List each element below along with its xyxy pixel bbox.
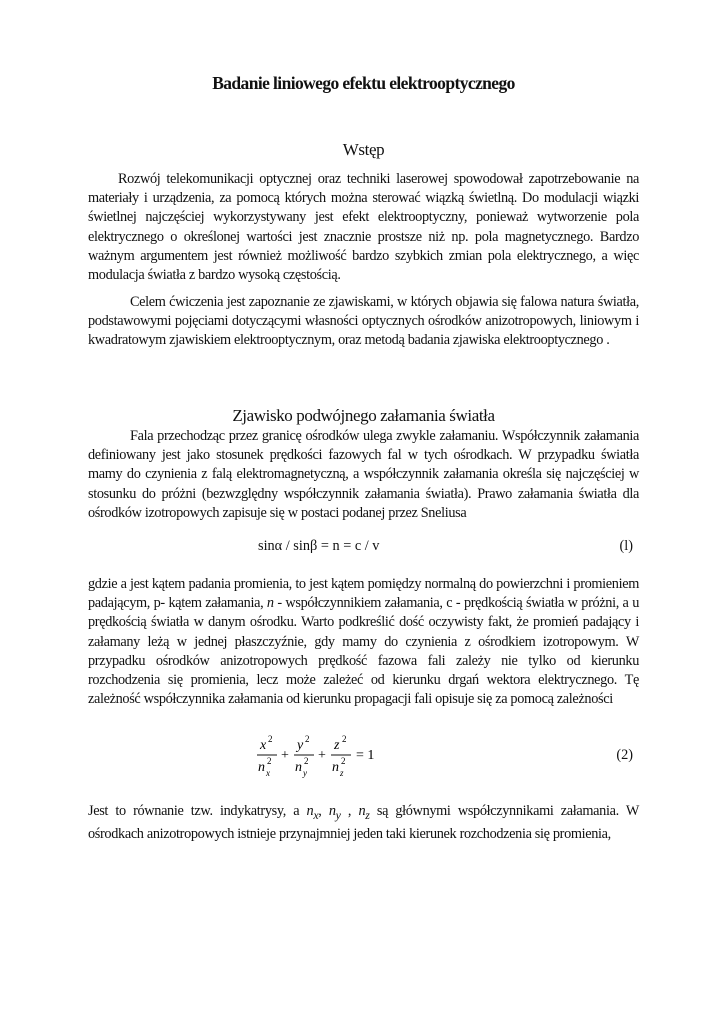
section-heading-wstep: Wstęp	[342, 140, 385, 159]
eq-sq: 2	[304, 756, 309, 766]
equation-snell	[88, 538, 639, 558]
paragraph-text: są głównymi współczynnikami załamania. W ośrodkach anizotropowych istnieje przynajmniej jeden taki kierunek rozchodzenia się promienia,	[88, 803, 639, 843]
paragraph-text: Celem ćwiczenia jest zapoznanie ze zjawiskami, w których objawia się falowa natura światła, podstawowymi pojęciami dotyczącymi własności optycznych ośrodków anizotropowych, liniowym i kwadratowym zjawiskiem elektrooptycznym, oraz metodą badania zjawiska elektrooptycznego .	[88, 294, 639, 349]
paragraph-intro-2	[88, 293, 639, 351]
eq-sq: 2	[268, 735, 273, 744]
symbol-sub-x: x	[313, 807, 319, 822]
equation-graphic	[256, 735, 406, 781]
eq-sq: 2	[267, 756, 272, 766]
paragraph-indicatrix	[88, 802, 639, 844]
symbol-nx: n	[306, 803, 314, 819]
paragraph-anisotropy	[88, 575, 639, 709]
eq-y: y	[297, 738, 304, 753]
eq-n: n	[258, 760, 265, 775]
eq-plus: +	[318, 748, 326, 763]
paragraph-text: Rozwój telekomunikacji optycznej oraz techniki laserowej spowodował zapotrzebowanie na materiały i urządzenia, za pomocą których można sterować wiązką świetlną. Do modulacji wiązki świetlnej najczęściej wykorzystywany jest efekt elektrooptyczny, ponieważ wytworzenie pola elektrycznego o określonej wartości jest znacznie prostsze niż np. pola magnetycznego. Bardzo ważnym argumentem jest również możliwość bardzo szybkich zmian pola elektrycznego, a więc modulacja światła z bardzo wysoką częstością.	[88, 171, 639, 284]
paragraph-refraction	[88, 427, 639, 523]
eq-equals-one: = 1	[356, 748, 375, 763]
paragraph-intro-1	[88, 170, 639, 285]
paragraph-text: gdzie a jest kątem padania promienia, to jest kątem pomiędzy normalną do powierzchni i promieniem padającym, p- kątem załamania,	[88, 576, 639, 612]
eq-sq: 2	[342, 735, 347, 744]
symbol-sub-y: y	[335, 807, 341, 822]
eq-sub-z: z	[340, 768, 344, 778]
paragraph-text: Jest to równanie tzw. indykatrysy, a	[88, 803, 307, 819]
eq-plus: +	[281, 748, 289, 763]
paragraph-text: Fala przechodząc przez granicę ośrodków ulega zwykle załamaniu. Współczynnik załamania definiowany jest jako stosunek prędkości fazowych fal w tych ośrodkach. W przypadku światła mamy do czynienia z falą elektromagnetyczną, a współczynnik załamania określa się najczęściej w stosunku do próżni (bezwzględny współczynnik załamania światła). Prawo załamania światła dla ośrodków izotropowych zapisuje się w postaci podanej przez Sneliusa	[88, 428, 639, 521]
eq-x: x	[260, 738, 267, 753]
symbol-n: n	[266, 595, 274, 612]
section-heading-birefringence: Zjawisko podwójnego załamania światła	[232, 406, 495, 425]
eq-sq: 2	[341, 756, 346, 766]
document-title: Badanie liniowego efektu elektrooptycznego	[212, 73, 515, 93]
paragraph-text: - współczynnikiem załamania, c - prędkością światła w próżni, a u prędkością światła w danym ośrodku. Warto podkreślić dość oczywisty fakt, że promień padający i załamany leżą w jednej płaszczyźnie, gdy mamy do czynienia z ośrodkiem izotropowym. W przypadku ośrodków anizotropowych prędkość fazowa fali zależy nie tylko od kierunku rozchodzenia się promienia, lecz może zależeć od kierunku drgań wektora elektrycznego. Tę zależność współczynnika załamania od kierunku propagacji fali opisuje się za pomocą zależności	[88, 595, 639, 708]
equation-expression: sinα / sinβ = n = c / v	[258, 538, 380, 554]
eq-n: n	[295, 760, 302, 775]
separator: ,	[318, 803, 329, 819]
eq-n: n	[332, 760, 339, 775]
equation-indicatrix	[88, 735, 639, 781]
symbol-ny: n	[328, 803, 336, 819]
eq-sub-x: x	[266, 768, 270, 778]
equation-number: (2)	[616, 747, 633, 763]
separator: ,	[340, 803, 359, 819]
equation-number: (l)	[619, 538, 633, 554]
eq-z: z	[334, 738, 340, 753]
symbol-sub-z: z	[365, 807, 370, 822]
eq-sub-y: y	[303, 768, 307, 778]
eq-sq: 2	[305, 735, 310, 744]
symbol-nz: n	[358, 803, 366, 819]
